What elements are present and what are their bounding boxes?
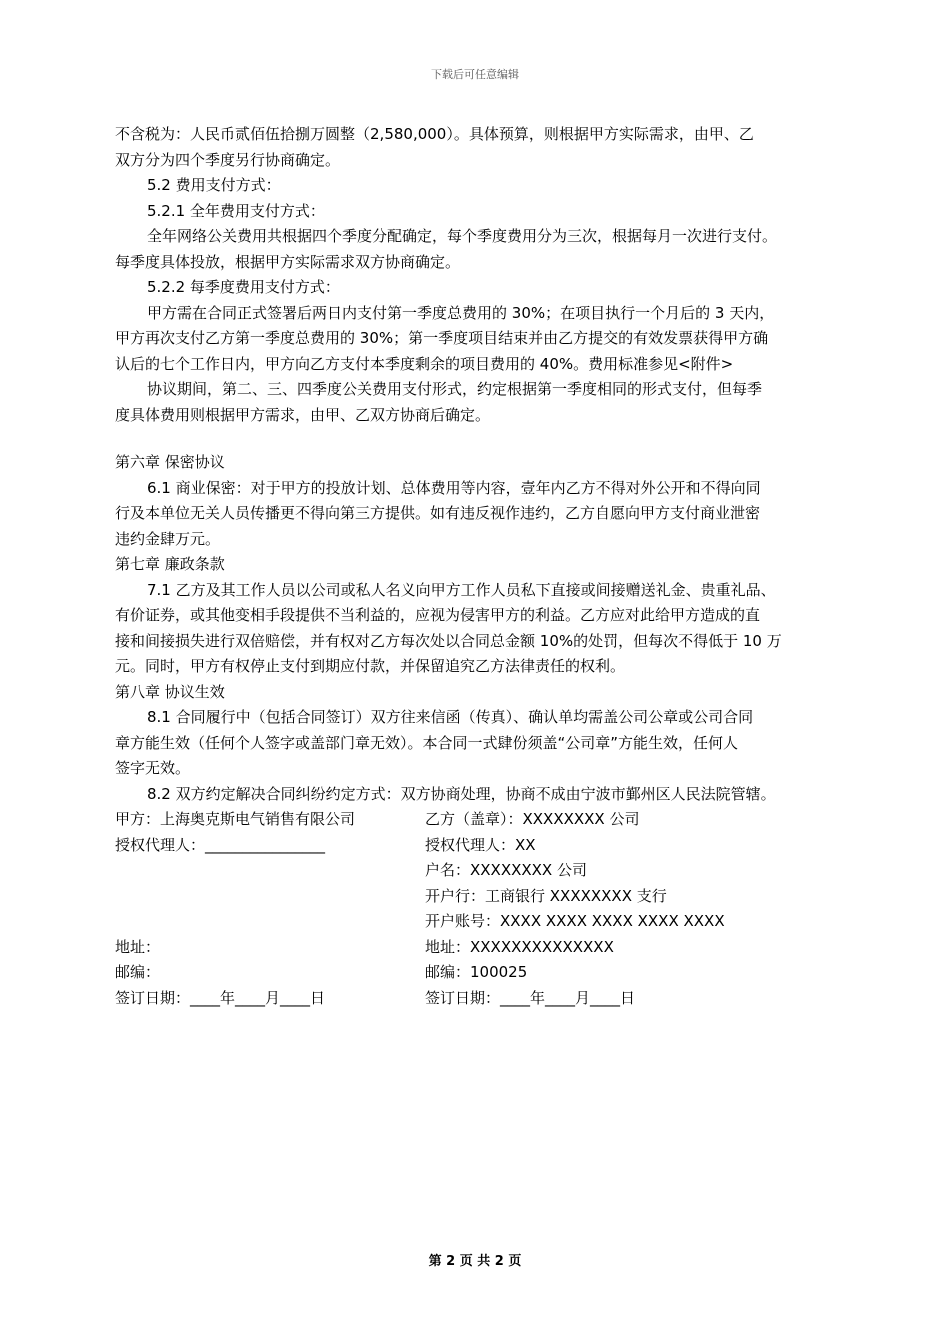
- quarter-payment-line-2: 甲方再次支付乙方第一季度总费用的 30%；第一季度项目结束并由乙方提交的有效发票获得甲方确: [115, 329, 769, 347]
- sign-date-b: 签订日期：____年____月____日: [425, 988, 636, 1007]
- party-a: 甲方：上海奥克斯电气销售有限公司: [115, 810, 356, 828]
- document-body: [115, 122, 845, 1011]
- quarter-payment-line-1: 甲方需在合同正式签署后两日内支付第一季度总费用的 30%；在项目执行一个月后的 3 天内，: [147, 303, 775, 322]
- signature-row-parties: [115, 807, 845, 833]
- annual-payment-line-1: 全年网络公关费用共根据四个季度分配确定，每个季度费用分为三次，根据每月一次进行支付。: [147, 227, 778, 245]
- party-b: 乙方（盖章）：XXXXXXXX 公司: [425, 810, 640, 828]
- account-name: 户名：XXXXXXXX 公司: [425, 861, 587, 879]
- section-5-2-heading: 5.2 费用支付方式：: [147, 176, 281, 194]
- chapter-7-heading: 第七章 廉政条款: [115, 555, 225, 573]
- bank-name: 开户行：工商银行 XXXXXXXX 支行: [425, 886, 667, 905]
- confidentiality-line-3: 违约金肆万元。: [115, 529, 221, 548]
- annual-payment-line-2: 每季度具体投放，根据甲方实际需求双方协商确定。: [115, 252, 461, 271]
- sign-date-a: 签订日期：____年____月____日: [115, 988, 326, 1007]
- page-footer: 第 2 页 共 2 页: [428, 1254, 522, 1269]
- integrity-line-4: 元。同时，甲方有权停止支付到期应付款，并保留追究乙方法律责任的权利。: [115, 657, 626, 675]
- integrity-line-3: 接和间接损失进行双倍赔偿，并有权对乙方每次处以合同总金额 10%的处罚，但每次不得低于 10 万: [115, 631, 782, 650]
- agreement-period-line-1: 协议期间，第二、三、四季度公关费用支付形式，约定根据第一季度相同的形式支付，但每季: [147, 380, 763, 398]
- agent-a: 授权代理人：________________: [115, 835, 326, 854]
- zip-b: 邮编：100025: [425, 963, 528, 981]
- effectiveness-line-1: 8.1 合同履行中（包括合同签订）双方往来信函（传真）、确认单均需盖公司公章或公司合同: [147, 708, 754, 726]
- section-5-2-2-heading: 5.2.2 每季度费用支付方式：: [147, 278, 340, 296]
- confidentiality-line-1: 6.1 商业保密：对于甲方的投放计划、总体费用等内容，壹年内乙方不得对外公开和不得向同: [147, 478, 761, 497]
- chapter-8-heading: 第八章 协议生效: [115, 682, 225, 701]
- address-b: 地址：XXXXXXXXXXXXXX: [425, 937, 614, 956]
- zip-a: 邮编：: [115, 963, 161, 981]
- signature-row-agents: [115, 833, 845, 859]
- chapter-6-heading: 第六章 保密协议: [115, 453, 225, 471]
- signature-row-account-no: [115, 909, 845, 935]
- page-header: 下载后可任意编辑: [431, 68, 519, 81]
- integrity-line-2: 有价证券，或其他变相手段提供不当利益的，应视为侵害甲方的利益。乙方应对此给甲方造成的直: [115, 606, 761, 624]
- effectiveness-line-2: 章方能生效（任何个人签字或盖部门章无效）。本合同一式肆份须盖“公司章”方能生效，任何人: [115, 733, 739, 752]
- agreement-period-line-2: 度具体费用则根据甲方需求，由甲、乙双方协商后确定。: [115, 405, 491, 424]
- effectiveness-line-3: 签字无效。: [115, 759, 191, 777]
- agent-b: 授权代理人：XX: [425, 835, 536, 854]
- dispute-resolution-line: 8.2 双方约定解决合同纠纷约定方式：双方协商处理，协商不成由宁波市鄞州区人民法院管辖。: [147, 784, 776, 803]
- confidentiality-line-2: 行及本单位无关人员传播更不得向第三方提供。如有违反视作违约，乙方自愿向甲方支付商业泄密: [115, 504, 761, 522]
- budget-line-2: 双方分为四个季度另行协商确定。: [115, 150, 341, 169]
- budget-line-1: 不含税为：人民币贰佰伍拾捌万圆整（2,580,000）。具体预算，则根据甲方实际需求，由甲、乙: [115, 125, 754, 143]
- signature-row-address: [115, 935, 845, 961]
- signature-row-date: [115, 986, 845, 1012]
- section-5-2-1-heading: 5.2.1 全年费用支付方式：: [147, 201, 325, 220]
- signature-row-bank: [115, 884, 845, 910]
- signature-row-zip: [115, 960, 845, 986]
- quarter-payment-line-3: 认后的七个工作日内，甲方向乙方支付本季度剩余的项目费用的 40%。费用标准参见<附件>: [115, 354, 734, 373]
- address-a: 地址：: [115, 937, 161, 956]
- account-number: 开户账号：XXXX XXXX XXXX XXXX XXXX: [425, 912, 725, 930]
- integrity-line-1: 7.1 乙方及其工作人员以公司或私人名义向甲方工作人员私下直接或间接赠送礼金、贵重礼品、: [147, 580, 776, 599]
- signature-row-account-name: [115, 858, 845, 884]
